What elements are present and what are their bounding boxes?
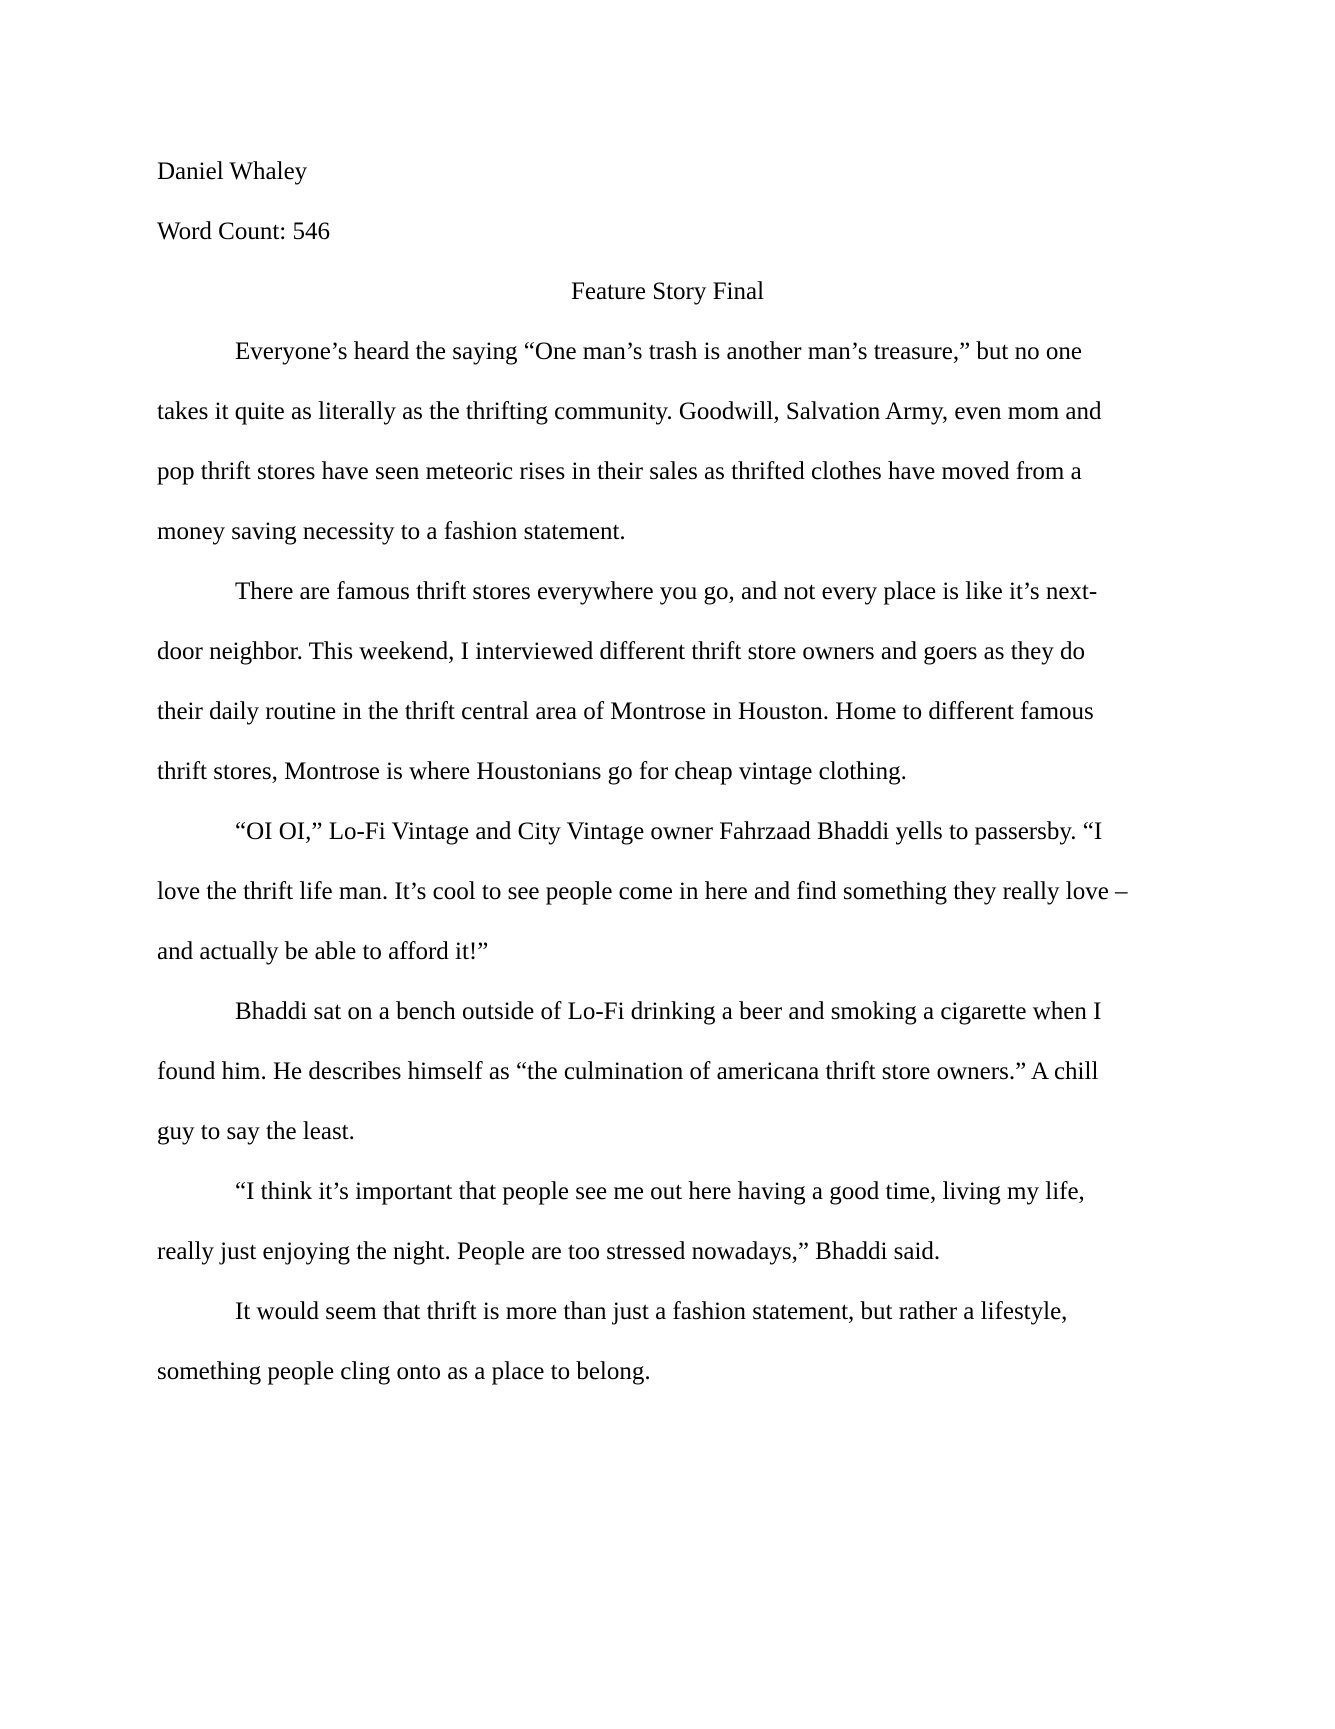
body-line: “OI OI,” Lo-Fi Vintage and City Vintage owner Fahrzaad Bhaddi yells to passersby. “I [235,818,1103,845]
body-line: love the thrift life man. It’s cool to see people come in here and find something they really love – [157,878,1128,905]
body-line: really just enjoying the night. People are too stressed nowadays,” Bhaddi said. [157,1238,941,1265]
body-line: guy to say the least. [157,1118,355,1145]
body-line: something people cling onto as a place to belong. [157,1358,651,1385]
body-line: pop thrift stores have seen meteoric rises in their sales as thrifted clothes have moved from a [157,458,1082,485]
body-line: Bhaddi sat on a bench outside of Lo-Fi drinking a beer and smoking a cigarette when I [235,998,1102,1025]
body-line: Everyone’s heard the saying “One man’s trash is another man’s treasure,” but no one [235,338,1082,365]
body-line: and actually be able to afford it!” [157,938,489,965]
body-line: takes it quite as literally as the thrifting community. Goodwill, Salvation Army, even mom and [157,398,1102,425]
body-line: money saving necessity to a fashion statement. [157,518,626,545]
body-line: It would seem that thrift is more than just a fashion statement, but rather a lifestyle, [235,1298,1068,1325]
body-line: “I think it’s important that people see me out here having a good time, living my life, [235,1178,1085,1205]
body-line: their daily routine in the thrift central area of Montrose in Houston. Home to different famous [157,698,1094,725]
body-line: There are famous thrift stores everywhere you go, and not every place is like it’s next- [235,578,1098,605]
body-line: found him. He describes himself as “the culmination of americana thrift store owners.” A chill [157,1058,1099,1085]
body-line: door neighbor. This weekend, I interviewed different thrift store owners and goers as they do [157,638,1085,665]
author-name: Daniel Whaley [157,158,308,185]
word-count: Word Count: 546 [157,218,330,245]
document-title: Feature Story Final [570,278,765,305]
body-line: thrift stores, Montrose is where Houstonians go for cheap vintage clothing. [157,758,907,785]
